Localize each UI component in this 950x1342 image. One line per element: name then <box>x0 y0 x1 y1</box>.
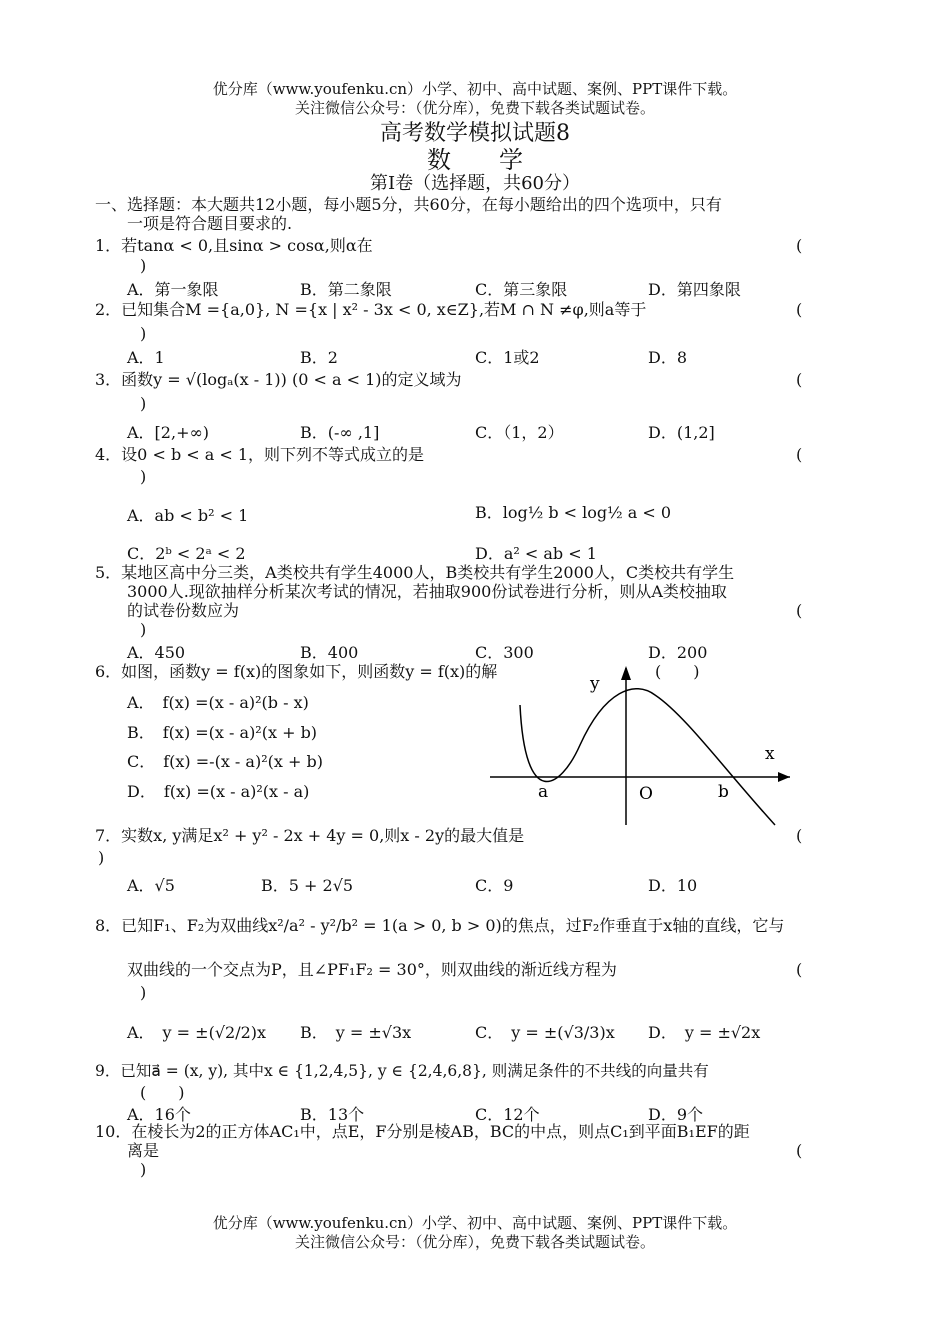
q1-stem: 1．若tanα < 0,且sinα > cosα,则α在 <box>95 236 373 255</box>
q8-paren-close: ) <box>140 983 147 1002</box>
q2-paren-close: ) <box>140 324 147 343</box>
q8-paren-open: ( <box>796 960 803 979</box>
q7-option-d: D．10 <box>648 876 698 895</box>
q3-paren-close: ) <box>140 394 147 413</box>
q2-option-a: A．1 <box>127 348 165 367</box>
q3-paren-open: ( <box>796 370 803 389</box>
q7-option-b: B．5 + 2√5 <box>261 876 354 895</box>
q6-stem: 6．如图，函数y = f(x)的图象如下，则函数y = f(x)的解 <box>95 662 498 681</box>
q1-option-a: A．第一象限 <box>127 280 219 299</box>
q6-function-graph <box>480 660 810 830</box>
q7-option-c: C．9 <box>475 876 514 895</box>
q4-paren-open: ( <box>796 445 803 464</box>
q5-paren-open: ( <box>796 601 803 620</box>
q9-option-a: A．16个 <box>127 1105 191 1124</box>
q4-option-c: C．2ᵇ < 2ᵃ < 2 <box>127 544 246 563</box>
q4-option-a: A．ab < b² < 1 <box>127 506 249 525</box>
header-line-1: 优分库（www.youfenku.cn）小学、初中、高中试题、案例、PPT课件下载。 <box>212 80 738 98</box>
q10-paren-close: ) <box>140 1160 147 1179</box>
q9-option-d: D．9个 <box>648 1105 704 1124</box>
point-b-label: b <box>718 782 729 802</box>
q5-stem-1: 5．某地区高中分三类，A类校共有学生4000人，B类校共有学生2000人，C类校共有学生 <box>95 563 735 582</box>
q9-option-c: C．12个 <box>475 1105 540 1124</box>
q1-paren-open: ( <box>796 236 803 255</box>
origin-label: O <box>639 784 653 804</box>
footer-line-2: 关注微信公众号：（优分库），免费下载各类试题试卷。 <box>294 1233 655 1251</box>
q4-paren-close: ) <box>140 467 147 486</box>
page-title: 高考数学模拟试题8 <box>380 121 570 146</box>
q8-option-c: C． y = ±(√3/3)x <box>475 1023 615 1042</box>
q5-option-c: C．300 <box>475 643 534 662</box>
q1-option-d: D．第四象限 <box>648 280 741 299</box>
q9-paren: ( ) <box>140 1083 185 1102</box>
q2-option-b: B．2 <box>300 348 338 367</box>
q5-option-a: A．450 <box>127 643 186 662</box>
q4-option-d: D．a² < ab < 1 <box>475 544 597 563</box>
q3-option-a: A．[2,+∞) <box>127 423 210 442</box>
section-instruction-2: 一项是符合题目要求的. <box>127 214 293 233</box>
q10-stem-2: 离是 <box>127 1141 160 1160</box>
y-axis-label: y <box>590 674 600 694</box>
q10-paren-open: ( <box>796 1141 803 1160</box>
q9-option-b: B．13个 <box>300 1105 365 1124</box>
q8-option-d: D． y = ±√2x <box>648 1023 761 1042</box>
q4-option-b: B．log½ b < log½ a < 0 <box>475 503 672 522</box>
q9-stem: 9．已知a⃗ = (x, y), 其中x ∈ {1,2,4,5}, y ∈ {2,4,6,8}, 则满足条件的不共线的向量共有 <box>95 1062 709 1080</box>
q6-paren: ( ) <box>655 662 700 681</box>
point-a-label: a <box>538 782 549 802</box>
q7-option-a: A．√5 <box>127 876 175 895</box>
header-line-2: 关注微信公众号：（优分库），免费下载各类试题试卷。 <box>294 99 655 117</box>
q8-stem-1: 8．已知F₁、F₂为双曲线x²/a² - y²/b² = 1(a > 0, b > 0)的焦点，过F₂作垂直于x轴的直线，它与 <box>95 916 785 935</box>
q5-option-b: B．400 <box>300 643 359 662</box>
q2-stem: 2．已知集合M ={a,0}, N ={x | x² - 3x < 0, x∈Z},若M ∩ N ≠φ,则a等于 <box>95 300 647 319</box>
function-curve <box>520 689 775 825</box>
q6-option-c: C． f(x) =-(x - a)²(x + b) <box>127 752 323 771</box>
q5-stem-2: 3000人.现欲抽样分析某次考试的情况，若抽取900份试卷进行分析，则从A类校抽取 <box>127 582 727 601</box>
q6-option-b: B． f(x) =(x - a)²(x + b) <box>127 723 318 742</box>
q3-option-b: B．(-∞ ,1] <box>300 423 380 442</box>
q8-option-b: B． y = ±√3x <box>300 1023 412 1042</box>
q5-paren-close: ) <box>140 620 147 639</box>
q3-option-c: C．（1，2） <box>475 423 564 442</box>
q7-paren-close: ) <box>98 848 105 867</box>
q5-stem-3: 的试卷份数应为 <box>127 601 240 620</box>
q7-paren-open: ( <box>796 826 803 845</box>
q2-paren-open: ( <box>796 300 803 319</box>
q1-paren-close: ) <box>140 256 147 275</box>
q1-option-b: B．第二象限 <box>300 280 392 299</box>
q7-stem: 7．实数x, y满足x² + y² - 2x + 4y = 0,则x - 2y的最大值是 <box>95 826 525 845</box>
q1-option-c: C．第三象限 <box>475 280 568 299</box>
q4-stem: 4．设0 < b < a < 1，则下列不等式成立的是 <box>95 445 425 464</box>
q8-option-a: A． y = ±(√2/2)x <box>127 1023 267 1042</box>
q2-option-d: D．8 <box>648 348 688 367</box>
q10-stem-1: 10．在棱长为2的正方体AC₁中，点E，F分别是棱AB，BC的中点，则点C₁到平面B₁EF的距 <box>95 1122 750 1141</box>
q8-stem-2: 双曲线的一个交点为P，且∠PF₁F₂ = 30°，则双曲线的渐近线方程为 <box>127 960 617 979</box>
q6-option-a: A． f(x) =(x - a)²(b - x) <box>127 693 309 712</box>
q3-option-d: D．(1,2] <box>648 423 715 442</box>
q3-stem: 3．函数y = √(logₐ(x - 1)) (0 < a < 1)的定义域为 <box>95 370 462 389</box>
subject-title: 数 学 <box>427 146 523 174</box>
q2-option-c: C．1或2 <box>475 348 540 367</box>
section-instruction-1: 一、选择题：本大题共12小题，每小题5分，共60分，在每小题给出的四个选项中，只有 <box>95 195 722 214</box>
q6-option-d: D． f(x) =(x - a)²(x - a) <box>127 782 310 801</box>
footer-line-1: 优分库（www.youfenku.cn）小学、初中、高中试题、案例、PPT课件下载。 <box>212 1214 738 1232</box>
x-axis-label: x <box>765 744 775 764</box>
x-axis-arrow <box>778 772 790 782</box>
q5-option-d: D．200 <box>648 643 708 662</box>
volume-title: 第Ⅰ卷（选择题，共60分） <box>369 173 580 194</box>
